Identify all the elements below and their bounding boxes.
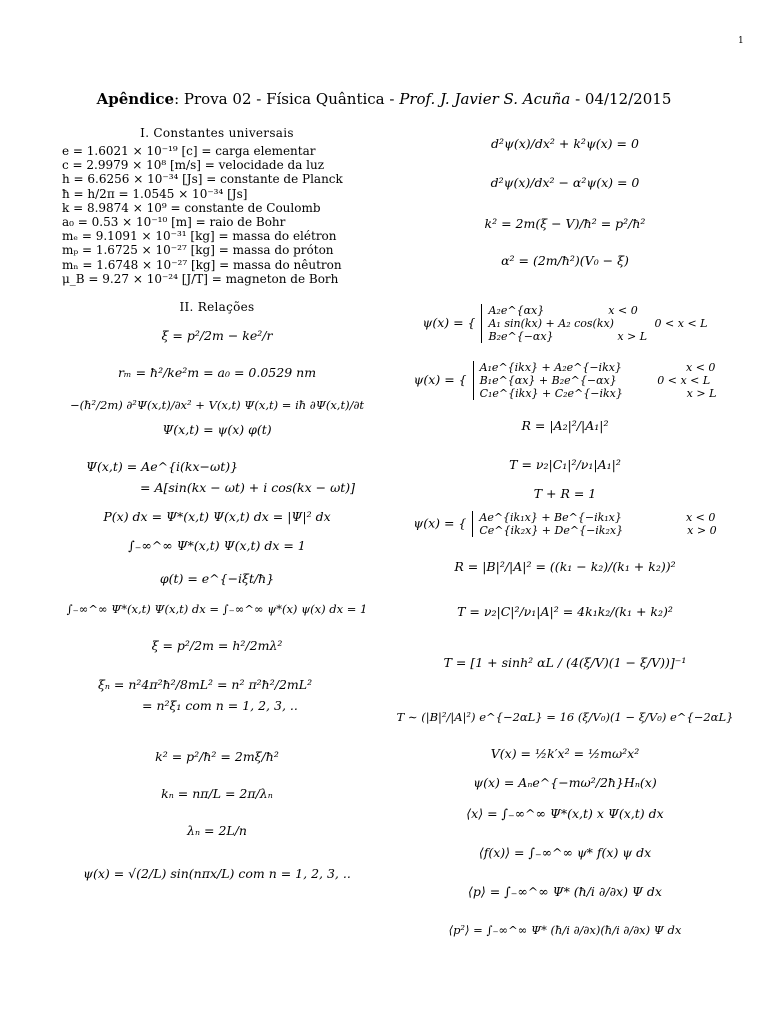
equation-plane-wave-expanded: = A[sin(kx − ωt) + i cos(kx − ωt)] (140, 480, 356, 496)
page-number: 1 (738, 36, 744, 46)
equation-wave-number-squared: k² = p²/ħ² = 2mξ/ħ² (155, 749, 279, 765)
equation-transmission: T = ν₂|C₁|²/ν₁|A₁|² (509, 457, 621, 472)
equation-time-factor: φ(t) = e^{−iξt/ħ} (159, 571, 275, 587)
case-expression: B₂e^{−αx} (488, 330, 554, 343)
left-column (62, 126, 372, 881)
equation-separation: Ψ(x,t) = ψ(x) φ(t) (162, 422, 272, 438)
equation-step-transmission: T = ν₂|C|²/ν₁|A|² = 4k₁k₂/(k₁ + k₂)² (457, 604, 673, 619)
equation-box-energy: ξₙ = n²4π²ħ²/8mL² = n² π²ħ²/2mL² (98, 677, 313, 693)
section-constants-title: I. Constantes universais (140, 126, 294, 140)
case-expression: B₁e^{αx} + B₂e^{−αx} (479, 374, 617, 387)
constant-item: h = 6.6256 × 10⁻³⁴ [Js] = constante de Planck (62, 172, 343, 187)
equation-exponential-ode: d²ψ(x)/dx² − α²ψ(x) = 0 (490, 175, 640, 190)
equation-normalization: ∫₋∞^∞ Ψ*(x,t) Ψ(x,t) dx = 1 (128, 538, 306, 554)
constant-item: e = 1.6021 × 10⁻¹⁹ [c] = carga elementar (62, 144, 316, 158)
piecewise-lhs: ψ(x) = { (422, 315, 476, 330)
constant-item: k = 8.9874 × 10⁹ = constante de Coulomb (62, 200, 321, 215)
equation-schrodinger: −(ħ²/2m) ∂²Ψ(x,t)/∂x² + V(x,t) Ψ(x,t) = iħ ∂Ψ(x,t)/∂t (69, 398, 365, 413)
right-column (395, 126, 735, 937)
equation-normalization-spatial: ∫₋∞^∞ Ψ*(x,t) Ψ(x,t) dx = ∫₋∞^∞ ψ*(x) ψ(x) dx = 1 (66, 602, 368, 617)
case-expression: Ae^{ik₁x} + Be^{−ik₁x} (479, 511, 622, 524)
case-condition: x > L (686, 387, 717, 400)
case-condition: x > 0 (687, 524, 717, 537)
piecewise-cases (472, 511, 716, 537)
equation-expectation-p: ⟨p⟩ = ∫₋∞^∞ Ψ* (ħ/i ∂/∂x) Ψ dx (468, 884, 662, 899)
equation-step-reflection: R = |B|²/|A|² = ((k₁ − k₂)/(k₁ + k₂))² (454, 559, 676, 574)
equation-expectation-x: ⟨x⟩ = ∫₋∞^∞ Ψ*(x,t) x Ψ(x,t) dx (466, 806, 664, 821)
equation-probability: P(x) dx = Ψ*(x,t) Ψ(x,t) dx = |Ψ|² dx (103, 509, 331, 525)
equation-plane-wave: Ψ(x,t) = Ae^{i(kx−ωt)} (86, 459, 239, 475)
piecewise-cases (481, 304, 707, 343)
title-professor: Prof. J. Javier S. Acuña (399, 90, 571, 108)
case-condition: 0 < x < L (654, 317, 708, 330)
title-appendix: Apêndice (96, 90, 175, 108)
equation-expectation-p-squared: ⟨p²⟩ = ∫₋∞^∞ Ψ* (ħ/i ∂/∂x)(ħ/i ∂/∂x) Ψ dx (448, 923, 682, 937)
title-course: : Prova 02 - Física Quântica - (174, 90, 400, 108)
case-expression: A₁ sin(kx) + A₂ cos(kx) (488, 317, 614, 330)
case-expression: A₁e^{ikx} + A₂e^{−ikx} (479, 361, 622, 374)
equation-harmonic-wavefunction: ψ(x) = Aₙe^{−mω²/2ħ}Hₙ(x) (473, 775, 657, 790)
equation-alpha-squared: α² = (2m/ħ²)(V₀ − ξ) (501, 253, 629, 268)
case-condition: x < 0 (608, 304, 638, 317)
piecewise-cases (473, 361, 717, 400)
equation-box-wavefunction: ψ(x) = √(2/L) sin(nπx/L) com n = 1, 2, 3, .. (83, 866, 351, 882)
constant-item: μ_B = 9.27 × 10⁻²⁴ [J/T] = magneton de Borh (62, 271, 339, 286)
equation-oscillatory-ode: d²ψ(x)/dx² + k²ψ(x) = 0 (491, 136, 639, 151)
section-relations-title: II. Relações (179, 300, 255, 315)
equation-expectation-f: ⟨f(x)⟩ = ∫₋∞^∞ ψ* f(x) ψ dx (478, 845, 652, 860)
equation-wavelength: λₙ = 2L/n (187, 823, 247, 839)
equation-k-squared: k² = 2m(ξ − V)/ħ² = p²/ħ² (484, 216, 646, 231)
case-expression: Ce^{ik₂x} + De^{−ik₂x} (479, 524, 624, 537)
case-expression: A₂e^{αx} (488, 304, 545, 317)
piecewise-lhs: ψ(x) = { (413, 372, 467, 387)
page-title (0, 90, 768, 108)
equation-tunneling-exact: T = [1 + sinh² αL / (4(ξ/V)(1 − ξ/V))]⁻¹ (443, 655, 687, 670)
piecewise-barrier-bound (395, 304, 735, 343)
equation-box-energy-ground: = n²ξ₁ com n = 1, 2, 3, .. (142, 698, 298, 714)
equation-conservation: T + R = 1 (533, 486, 597, 501)
equation-wave-number: kₙ = nπ/L = 2π/λₙ (161, 786, 273, 802)
equation-harmonic-potential: V(x) = ½k′x² = ½mω²x² (490, 746, 640, 761)
equation-energy: ξ = p²/2m − ke²/r (161, 328, 273, 344)
piecewise-barrier-scattering (395, 361, 735, 400)
constant-item: mₚ = 1.6725 × 10⁻²⁷ [kg] = massa do próton (62, 243, 334, 258)
constant-item: c = 2.9979 × 10⁸ [m/s] = velocidade da luz (62, 158, 325, 173)
case-condition: 0 < x < L (657, 374, 711, 387)
title-date: - 04/12/2015 (570, 90, 672, 108)
equation-tunneling-approx: T ∼ (|B|²/|A|²) e^{−2αL} = 16 (ξ/V₀)(1 − ξ/V₀) e^{−2αL} (396, 710, 734, 724)
constant-item: mₑ = 9.1091 × 10⁻³¹ [kg] = massa do elétron (62, 229, 337, 244)
constant-item: a₀ = 0.53 × 10⁻¹⁰ [m] = raio de Bohr (62, 215, 286, 230)
piecewise-lhs: ψ(x) = { (413, 515, 467, 531)
piecewise-step (395, 511, 735, 537)
case-condition: x < 0 (686, 361, 716, 374)
constants-list (62, 144, 372, 286)
equation-reflection: R = |A₂|²/|A₁|² (521, 418, 609, 433)
equation-debroglie-energy: ξ = p²/2m = h²/2mλ² (151, 638, 283, 654)
case-condition: x < 0 (685, 511, 716, 524)
case-condition: x > L (617, 330, 648, 343)
case-expression: C₁e^{ikx} + C₂e^{−ikx} (479, 387, 623, 400)
equation-bohr-radius: rₘ = ħ²/ke²m = a₀ = 0.0529 nm (117, 365, 317, 381)
constant-item: mₙ = 1.6748 × 10⁻²⁷ [kg] = massa do nêutron (62, 257, 342, 272)
constant-item: ħ = h/2π = 1.0545 × 10⁻³⁴ [Js] (62, 186, 248, 201)
